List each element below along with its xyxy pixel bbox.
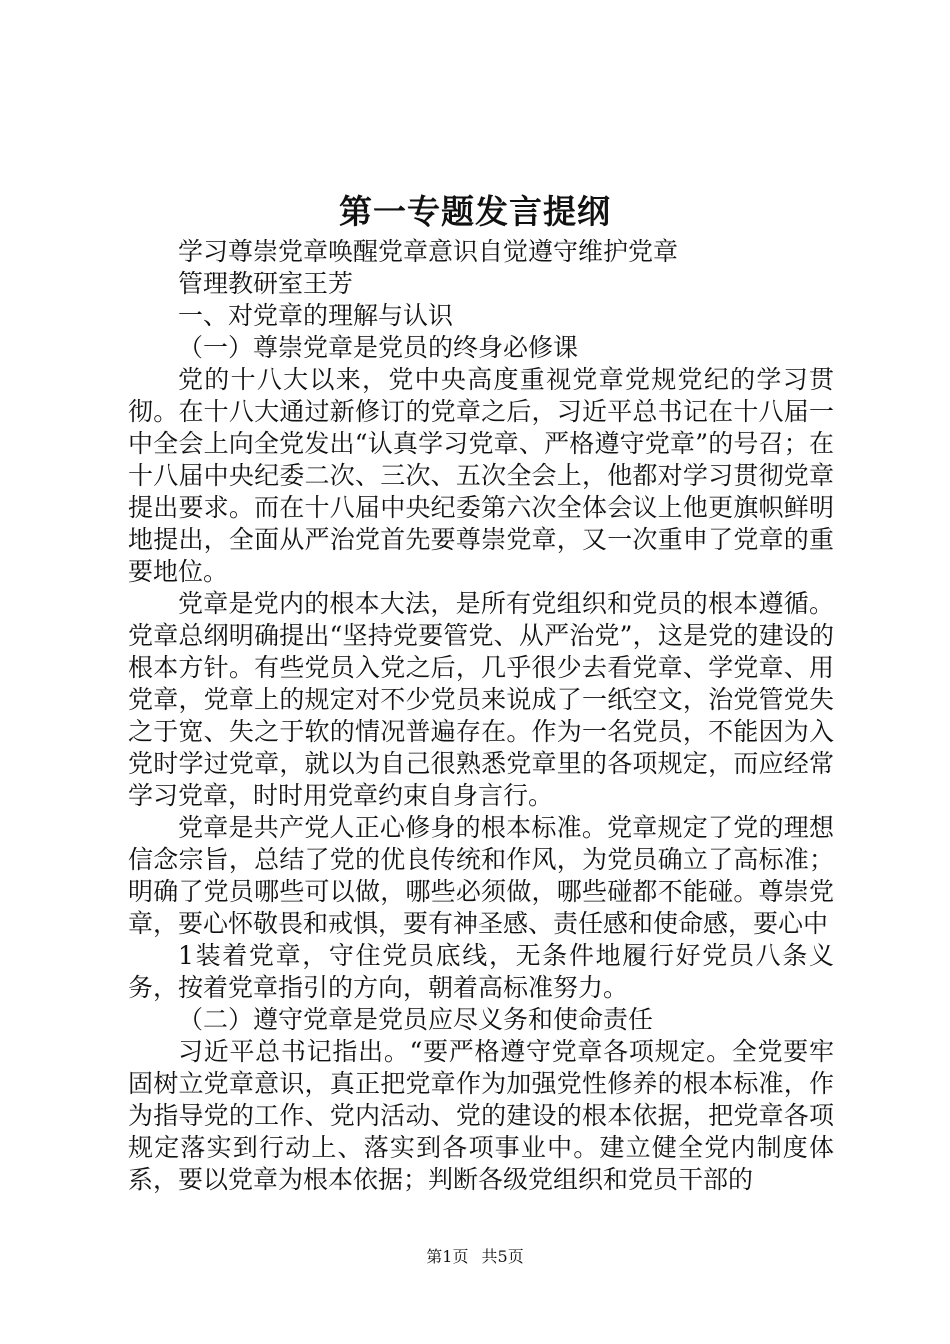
- page-number: 第1页: [426, 1247, 469, 1266]
- subsection-heading: （一）尊崇党章是党员的终身必修课: [178, 333, 579, 362]
- author-line: 管理教研室王芳: [178, 269, 354, 298]
- body-paragraph: 党的十八大以来，党中央高度重视党章党规党纪的学习贯彻。在十八大通过新修订的党章之后，习近平总书记在十八届一中全会上向全党发出“认真学习党章、严格遵守党章”的号召；在十八届中央纪委二次、三次、五次全会上，他都对学习贯彻党章提出要求。而在十八届中央纪委第六次全体会议上他更旗帜鲜明地提出，全面从严治党首先要尊崇党章，又一次重申了党章的重要地位。: [128, 365, 834, 586]
- body-paragraph: 习近平总书记指出。“要严格遵守党章各项规定。全党要牢固树立党章意识，真正把党章作为加强党性修养的根本标准，作为指导党的工作、党内活动、党的建设的根本依据，把党章各项规定落实到行动上、落实到各项事业中。建立健全党内制度体系，要以党章为根本依据；判断各级党组织和党员干部的: [128, 1037, 834, 1194]
- body-paragraph: 党章是党内的根本大法，是所有党组织和党员的根本遵循。党章总纲明确提出“坚持党要管党、从严治党”，这是党的建设的根本方针。有些党员入党之后，几乎很少去看党章、学党章、用党章，党章上的规定对不少党员来说成了一纸空文，治党管党失之于宽、失之于软的情况普遍存在。作为一名党员，不能因为入党时学过党章，就以为自己很熟悉党章里的各项规定，而应经常学习党章，时时用党章约束自身言行。: [128, 589, 834, 810]
- subsection-heading: （二）遵守党章是党员应尽义务和使命责任: [178, 1005, 654, 1034]
- document-body: [128, 236, 834, 1196]
- body-paragraph: 党章是共产党人正心修身的根本标准。党章规定了党的理想信念宗旨，总结了党的优良传统和作风，为党员确立了高标准；明确了党员哪些可以做，哪些必须做，哪些碰都不能碰。尊崇党章，要心怀敬畏和戒惧，要有神圣感、责任感和使命感，要心中: [128, 813, 834, 938]
- page-total: 共5页: [481, 1247, 524, 1266]
- section-heading: 一、对党章的理解与认识: [178, 301, 454, 330]
- body-paragraph: 1装着党章，守住党员底线，无条件地履行好党员八条义务，按着党章指引的方向，朝着高标准努力。: [128, 941, 834, 1002]
- subtitle-line: 学习尊崇党章唤醒党章意识自觉遵守维护党章: [178, 237, 679, 266]
- page-footer: [0, 1244, 950, 1267]
- document-title: 第一专题发言提纲: [339, 192, 611, 231]
